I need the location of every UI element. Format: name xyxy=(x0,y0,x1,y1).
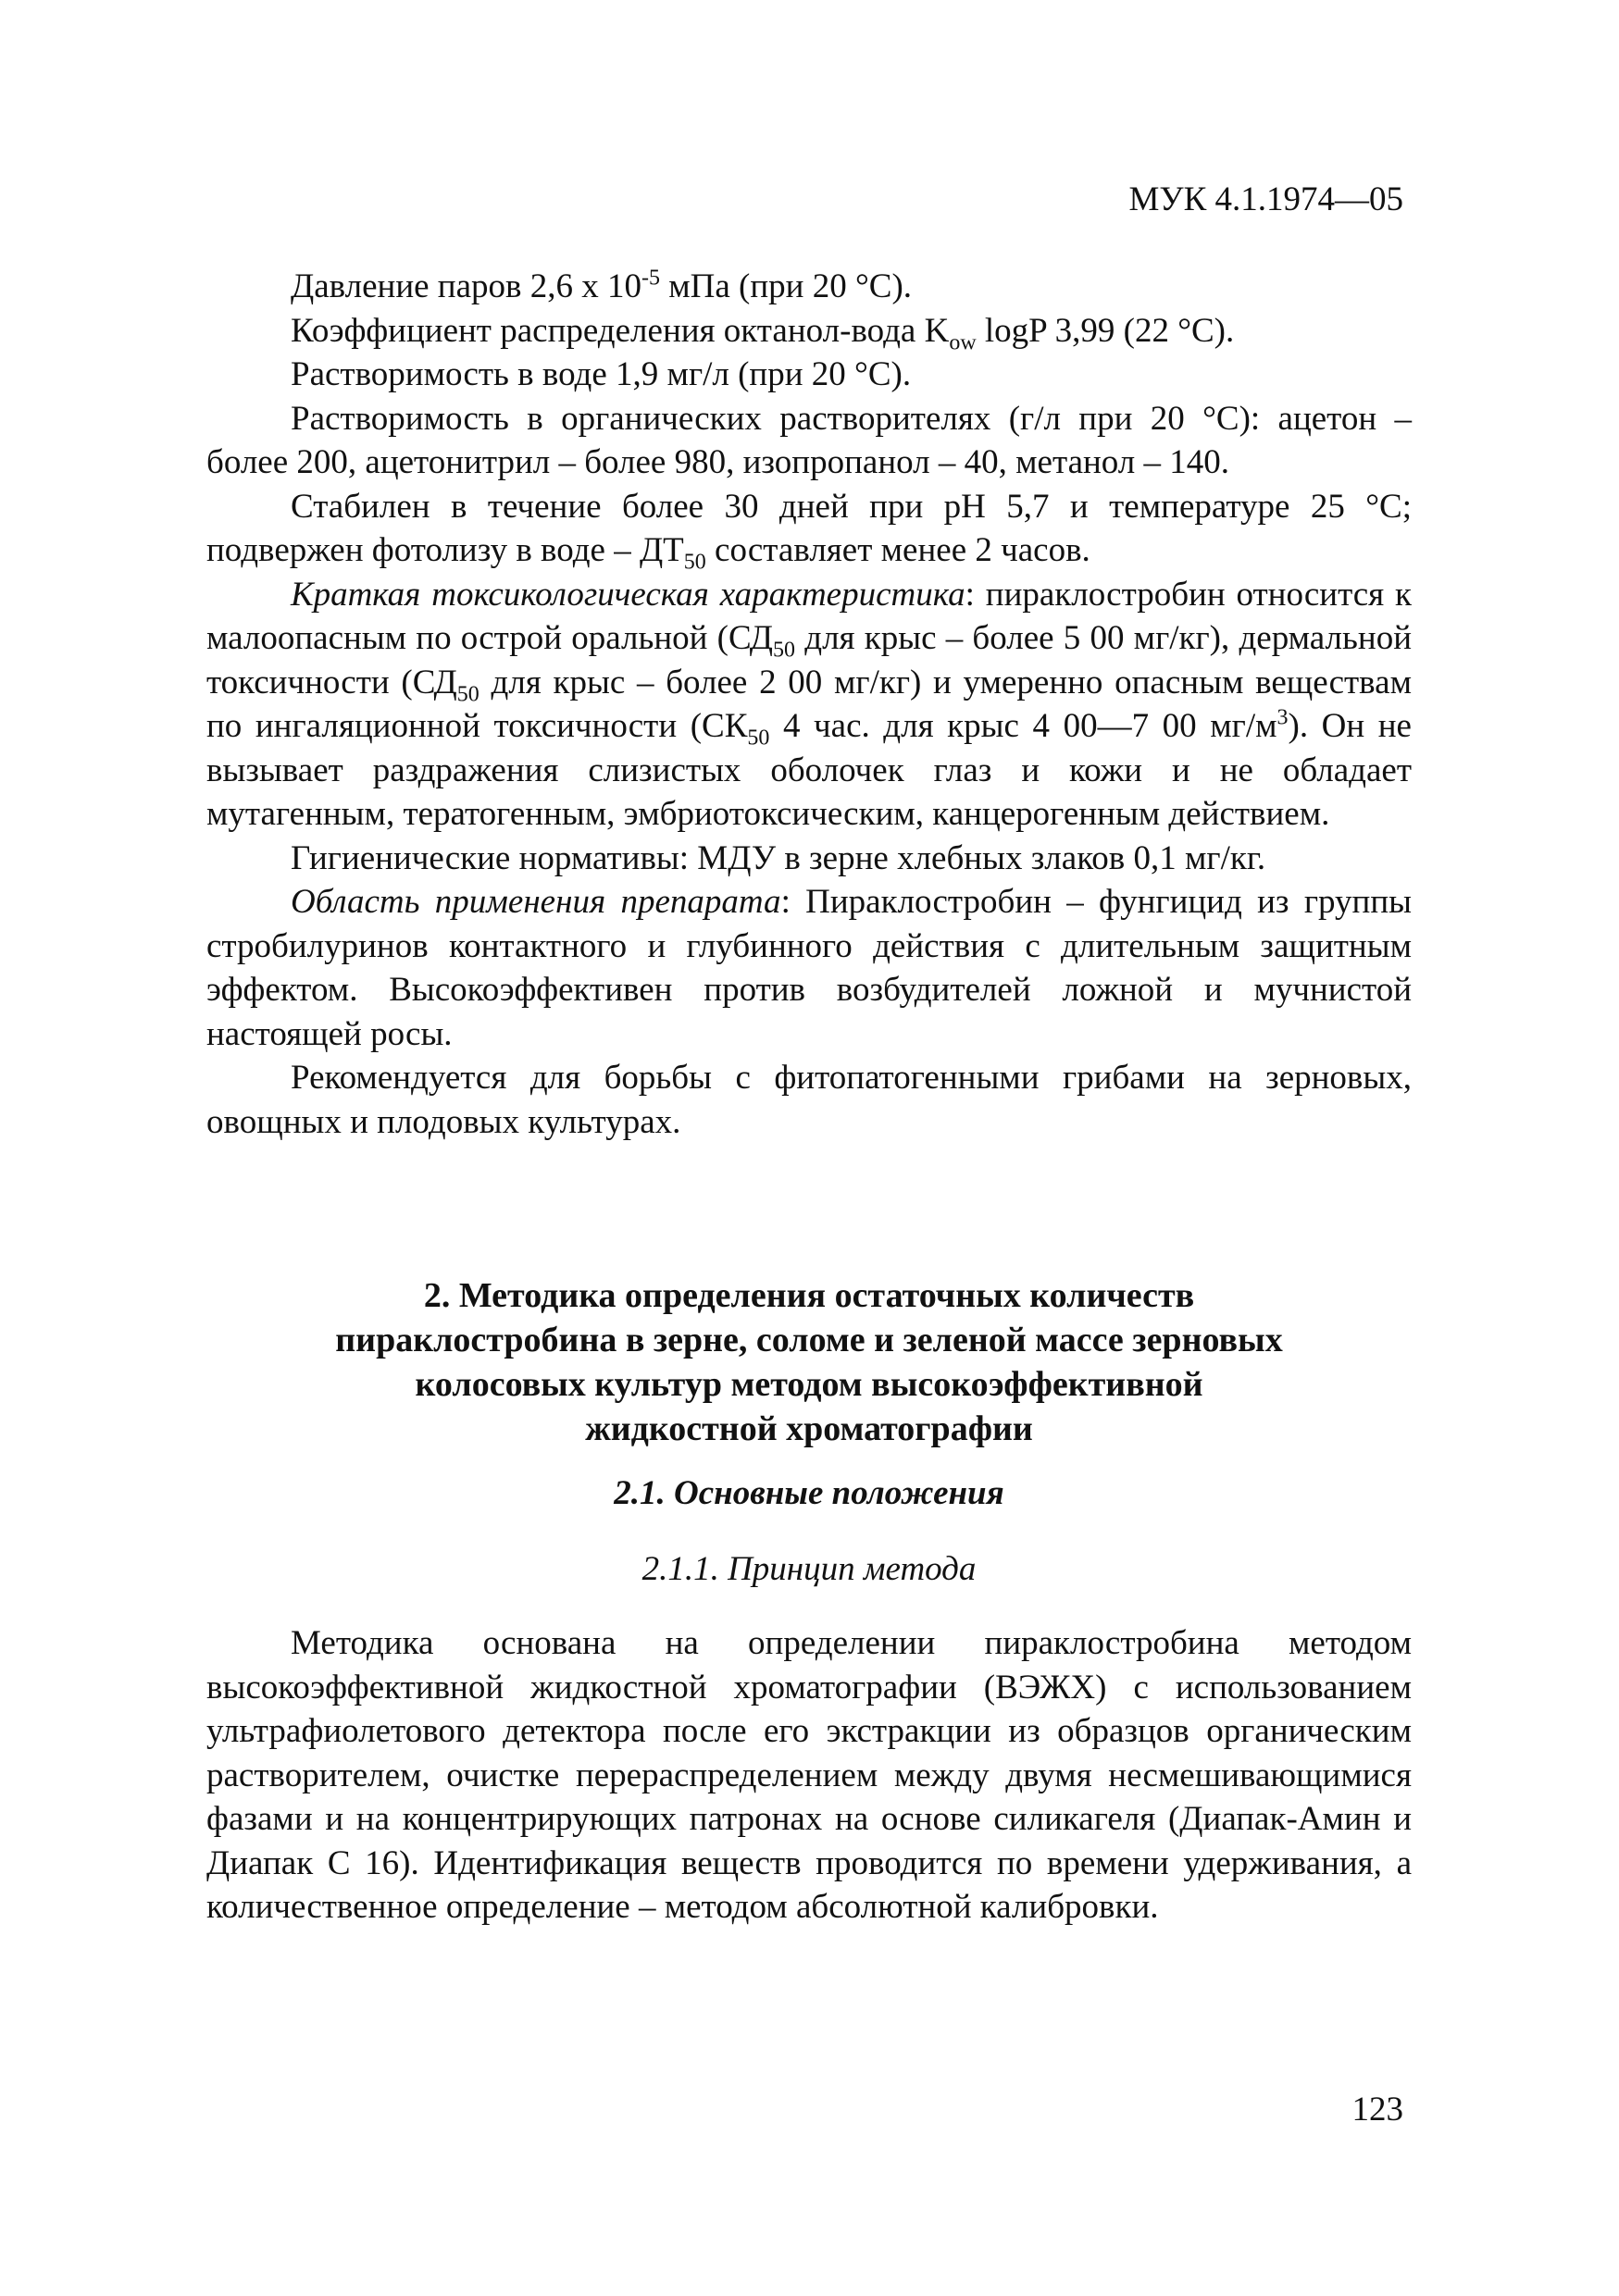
method-principle xyxy=(206,1621,1412,1930)
stability-text: Стабилен в течение более 30 дней при pH 5,7 и температуре 25 °С; подвержен фотолизу в воде – ДТ xyxy=(206,487,1412,569)
partition-subscript: ow xyxy=(949,329,977,354)
application-paragraph xyxy=(206,880,1412,1056)
recommendation-paragraph: Рекомендуется для борьбы с фитопатогенными грибами на зерновых, овощных и плодовых культурах. xyxy=(206,1059,1412,1141)
subsubsection-heading: 2.1.1. Принцип метода xyxy=(641,1550,977,1588)
partition-coefficient-paragraph xyxy=(206,309,1412,354)
toxicology-text-1: : пираклостробин относится к малоопасным по острой оральной (СД xyxy=(206,575,1412,657)
application-label: Область применения препарата xyxy=(291,883,781,921)
stability-subscript: 50 xyxy=(683,550,706,575)
principle-paragraph: Методика основана на определении пираклостробина методом высокоэффективной жидкостной хроматографии (ВЭЖХ) с использованием ультрафиолетового детектора после его экстракции из образцов органическим растворителем, очистке перераспределением между двумя несмешивающимися фазами и на концентрирующих патронах на основе силикагеля (Диапак-Амин и Диапак С 16). Идентификация веществ проводится по времени удерживания, а количественное определение – методом абсолютной калибровки. xyxy=(206,1624,1412,1926)
page-number: 123 xyxy=(1351,2091,1403,2128)
application-text: : Пираклостробин – фунгицид из группы стробилуринов контактного и глубинного действия с длительным защитным эффектом. Высокоэффективен против возбудителей ложной и мучнистой настоящей росы. xyxy=(206,883,1412,1053)
vapor-pressure-paragraph xyxy=(206,265,1412,309)
section-heading-line: колосовых культур методом высокоэффективной xyxy=(415,1365,1203,1404)
toxicology-subscript-3: 50 xyxy=(747,726,770,751)
toxicology-superscript: 3 xyxy=(1277,705,1289,730)
stability-text-end: составляет менее 2 часов. xyxy=(705,531,1090,569)
toxicology-subscript-1: 50 xyxy=(773,638,796,663)
document-code: МУК 4.1.1974—05 xyxy=(1128,180,1403,218)
toxicology-text-2: для крыс – более 5 00 мг/кг), дермальной токсичности (СД xyxy=(206,619,1412,701)
toxicology-text-4: 4 час. для крыс 4 00—7 00 мг/м xyxy=(769,707,1277,745)
subsection-heading: 2.1. Основные положения xyxy=(614,1474,1004,1512)
hygiene-paragraph: Гигиенические нормативы: МДУ в зерне хлебных злаков 0,1 мг/кг. xyxy=(291,838,1266,877)
vapor-pressure-text: Давление паров 2,6 х 10 xyxy=(291,267,641,305)
section-heading-line: жидкостной хроматографии xyxy=(585,1409,1033,1448)
toxicology-subscript-2: 50 xyxy=(456,681,479,706)
stability-paragraph xyxy=(206,485,1412,573)
partition-value: logP 3,99 (22 °С). xyxy=(976,311,1235,350)
section-heading-line: 2. Методика определения остаточных количеств xyxy=(423,1276,1195,1315)
section-heading xyxy=(206,1273,1412,1451)
substance-properties xyxy=(206,265,1412,1144)
toxicology-label: Краткая токсикологическая характеристика xyxy=(291,575,965,614)
vapor-pressure-unit: мПа (при 20 °С). xyxy=(660,267,913,305)
toxicology-text-5: ). Он не вызывает раздражения слизистых оболочек глаз и кожи и не обладает мутагенным, тератогенным, эмбриотоксическим, канцерогенным действием. xyxy=(206,707,1412,833)
partition-text: Коэффициент распределения октанол-вода K xyxy=(291,311,950,350)
toxicology-paragraph xyxy=(206,573,1412,837)
water-solubility-paragraph: Растворимость в воде 1,9 мг/л (при 20 °С). xyxy=(291,355,912,393)
organic-solubility-paragraph: Растворимость в органических растворителях (г/л при 20 °С): ацетон – более 200, ацетонитрил – более 980, изопропанол – 40, метанол – 140. xyxy=(206,399,1412,481)
section-heading-line: пираклостробина в зерне, соломе и зеленой массе зерновых xyxy=(335,1321,1283,1359)
toxicology-text-3: для крыс – более 2 00 мг/кг) и умеренно опасным веществам по ингаляционной токсичности (СК xyxy=(206,663,1412,745)
vapor-pressure-exponent: -5 xyxy=(641,266,660,291)
